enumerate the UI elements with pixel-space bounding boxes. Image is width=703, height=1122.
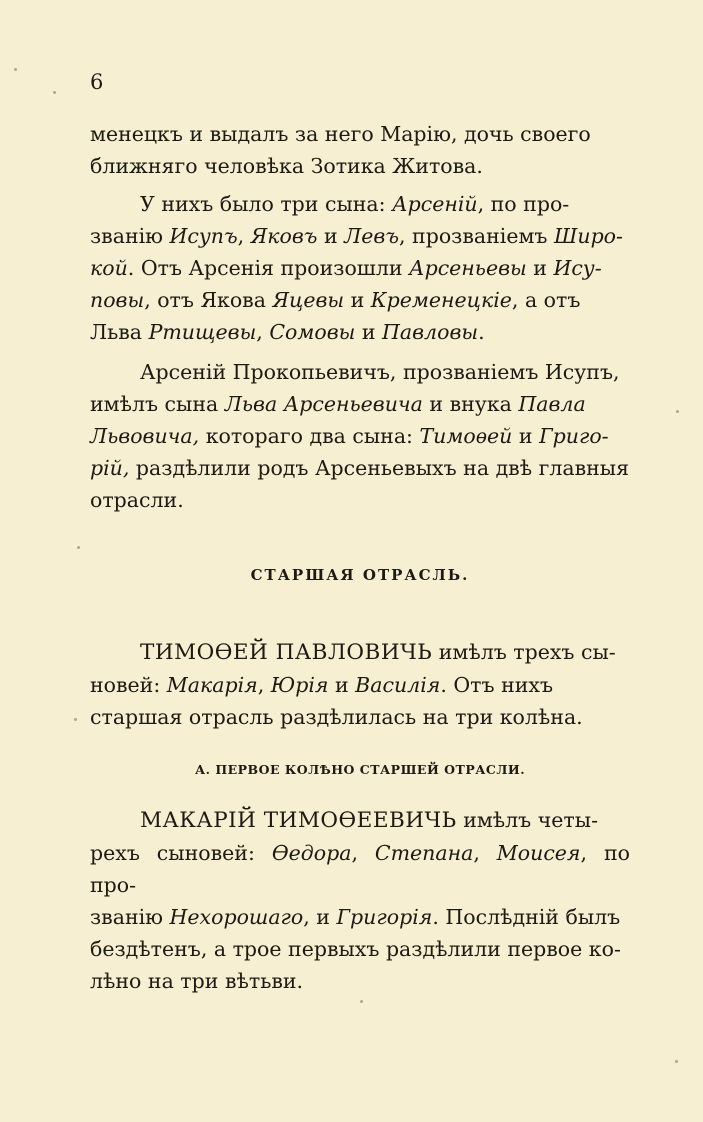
text-run: котораго два сына: bbox=[199, 424, 420, 448]
name-stepan: Степана bbox=[374, 841, 474, 865]
text-run: Льва bbox=[90, 320, 149, 344]
text-run: имѣлъ сына bbox=[90, 392, 225, 416]
name-fedor: Ѳедора bbox=[271, 841, 352, 865]
name-pavlovy: Павловы bbox=[382, 320, 479, 344]
name-makariy: Макарія bbox=[166, 673, 258, 697]
section-heading-senior-branch: СТАРШАЯ ОТРАСЛЬ. bbox=[250, 566, 470, 584]
text-run: и bbox=[512, 424, 540, 448]
text-run: , и bbox=[303, 905, 337, 929]
text-run: , а отъ bbox=[511, 288, 581, 312]
p1-line-2: ближняго человѣка Зотика Житова. bbox=[90, 154, 483, 178]
text-run: . Отъ нихъ bbox=[440, 673, 553, 697]
text-run: У нихъ было три сына: bbox=[140, 192, 393, 216]
name-grigoriy-2: Григорія bbox=[336, 905, 433, 929]
paper-speck bbox=[74, 718, 77, 721]
text-run: отрасли. bbox=[90, 488, 184, 512]
text-run: . bbox=[478, 320, 485, 344]
name-isupovy: Ису- bbox=[553, 256, 602, 280]
paper-speck bbox=[676, 410, 679, 413]
text-run: и bbox=[355, 320, 383, 344]
text-run: званію bbox=[90, 905, 170, 929]
text-run: и bbox=[526, 256, 554, 280]
text-run: , прозваніемъ bbox=[399, 224, 554, 248]
name-isup: Исупъ bbox=[169, 224, 238, 248]
name-somovy: Сомовы bbox=[269, 320, 356, 344]
name-arseniy: Арсеній bbox=[392, 192, 478, 216]
text-run: , bbox=[257, 673, 271, 697]
text-run: , bbox=[351, 841, 375, 865]
text-run: и bbox=[317, 224, 345, 248]
name-makariy-timofeevich: МАКАРІЙ ТИМОѲЕЕВИЧЬ bbox=[140, 808, 457, 833]
text-run: . Отъ Арсенія произошли bbox=[127, 256, 410, 280]
name-shirokoy-end: кой bbox=[90, 256, 128, 280]
name-yakov: Яковъ bbox=[250, 224, 318, 248]
text-run: Арсеній Прокопьевичъ, прозваніемъ Исупъ, bbox=[140, 360, 620, 384]
name-arsenevy: Арсеньевы bbox=[409, 256, 527, 280]
text-run: , по про- bbox=[90, 841, 630, 897]
name-vasiliy: Василія bbox=[355, 673, 441, 697]
name-lev-arsenevich: Льва Арсеньевича bbox=[224, 392, 423, 416]
text-run: старшая отрасль раздѣлилась на три колѣна. bbox=[90, 705, 583, 729]
paper-speck bbox=[14, 68, 17, 71]
name-lev: Левъ bbox=[344, 224, 399, 248]
paper-speck bbox=[675, 1060, 678, 1063]
name-moisey: Моисея bbox=[496, 841, 581, 865]
name-yuriy: Юрія bbox=[270, 673, 329, 697]
text-run: , отъ Якова bbox=[144, 288, 273, 312]
text-run: и bbox=[344, 288, 371, 312]
text-run: бездѣтенъ, а трое первыхъ раздѣлили первое ко- bbox=[90, 937, 621, 961]
text-run: новей: bbox=[90, 673, 167, 697]
name-yatsevy: Яцевы bbox=[272, 288, 345, 312]
p1-line-1: менецкъ и выдалъ за него Марію, дочь своего bbox=[90, 122, 591, 146]
paragraph-3 bbox=[90, 356, 630, 516]
page-number: 6 bbox=[90, 70, 104, 94]
name-rtishchevy: Ртищевы bbox=[148, 320, 257, 344]
subsection-heading-first-branch: А. ПЕРВОЕ КОЛѢНО СТАРШЕЙ ОТРАСЛИ. bbox=[194, 762, 526, 777]
paragraph-2 bbox=[90, 188, 630, 348]
text-run: , bbox=[473, 841, 497, 865]
paragraph-4 bbox=[90, 636, 630, 733]
name-grigoriy-end: рій, bbox=[90, 456, 130, 480]
name-kremenetskie: Кременецкіе bbox=[370, 288, 512, 312]
text-run: и bbox=[328, 673, 356, 697]
name-nekhoroshiy: Нехорошаго bbox=[169, 905, 304, 929]
text-run: и внука bbox=[422, 392, 519, 416]
name-timofei-pavlovich: ТИМОѲЕЙ ПАВЛОВИЧЬ bbox=[140, 640, 433, 665]
name-grigoriy: Григо- bbox=[539, 424, 609, 448]
text-run: раздѣлили родъ Арсеньевыхъ на двѣ главныя bbox=[129, 456, 630, 480]
paper-speck bbox=[360, 1000, 363, 1003]
name-isupovy-end: повы bbox=[90, 288, 145, 312]
text-run: лѣно на три вѣтьви. bbox=[90, 969, 304, 993]
text-run: , по про- bbox=[477, 192, 570, 216]
text-run: званію bbox=[90, 224, 170, 248]
name-pavel: Павла bbox=[518, 392, 586, 416]
paragraph-1 bbox=[90, 118, 630, 182]
name-timofei: Тимоѳей bbox=[419, 424, 513, 448]
text-run: , bbox=[237, 224, 251, 248]
paper-speck bbox=[77, 546, 80, 549]
name-pavel-end: Львовича, bbox=[90, 424, 200, 448]
text-run: рехъ сыновей: bbox=[90, 841, 272, 865]
text-run: имѣлъ четы- bbox=[456, 808, 599, 832]
paper-speck bbox=[53, 91, 56, 94]
text-run: . Послѣдній былъ bbox=[432, 905, 621, 929]
text-run: , bbox=[256, 320, 270, 344]
paragraph-5 bbox=[90, 804, 630, 997]
name-shirokoy: Широ- bbox=[553, 224, 623, 248]
text-run: имѣлъ трехъ сы- bbox=[432, 640, 616, 664]
